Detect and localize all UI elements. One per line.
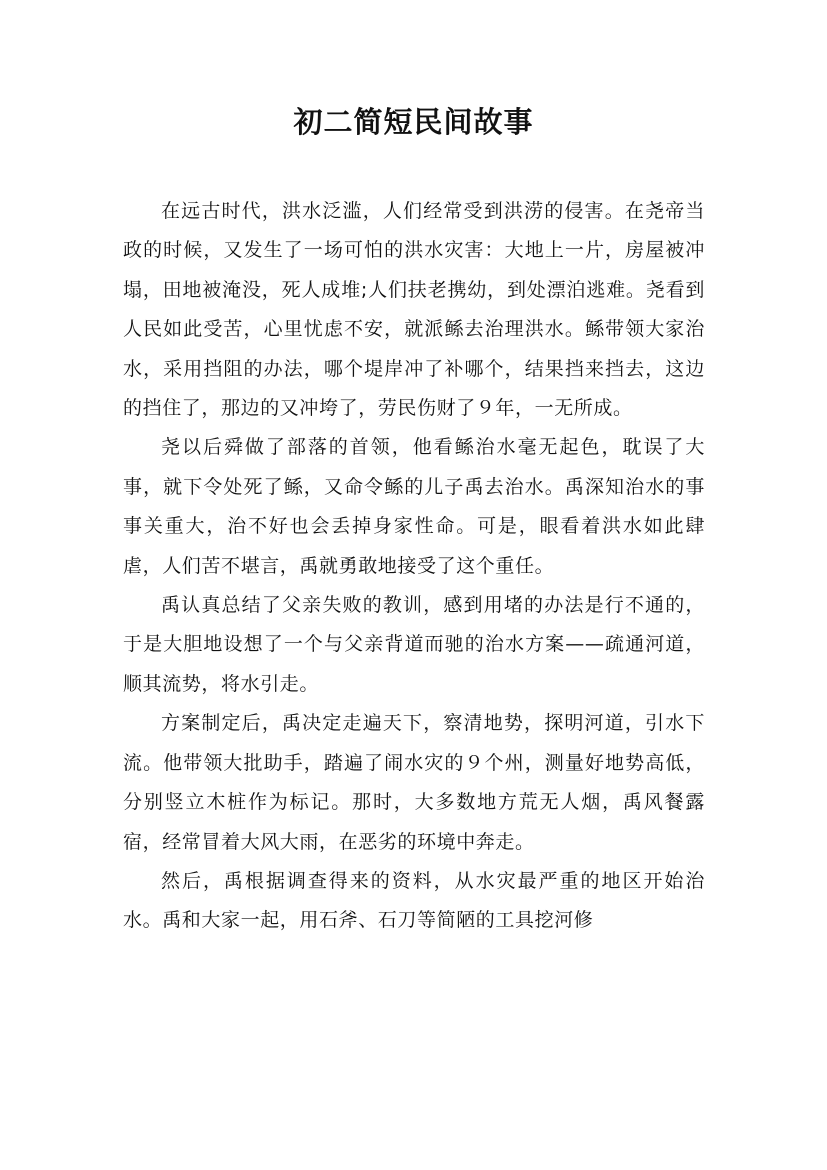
document-body (123, 192, 705, 941)
paragraph-5: 然后，禹根据调查得来的资料，从水灾最严重的地区开始治水。禹和大家一起，用石斧、石刀等简陋的工具挖河修 (123, 869, 705, 932)
document-title: 初二简短民间故事 (293, 105, 534, 139)
paragraph-1: 在远古时代，洪水泛滥，人们经常受到洪涝的侵害。在尧帝当政的时候，又发生了一场可怕的洪水灾害：大地上一片，房屋被冲塌，田地被淹没，死人成堆;人们扶老携幼，到处漂泊逃难。尧看到人民如此受苦，心里忧虑不安，就派鲧去治理洪水。鲧带领大家治水，采用挡阻的办法，哪个堤岸冲了补哪个，结果挡来挡去，这边的挡住了，那边的又冲垮了，劳民伤财了９年，一无所成。 (123, 200, 705, 420)
paragraph-2: 尧以后舜做了部落的首领，他看鲧治水毫无起色，耽误了大事，就下令处死了鲧，又命令鲧的儿子禹去治水。禹深知治水的事事关重大，治不好也会丢掉身家性命。可是，眼看着洪水如此肆虐，人们苦不堪言，禹就勇敢地接受了这个重任。 (123, 436, 705, 577)
paragraph-4: 方案制定后，禹决定走遍天下，察清地势，探明河道，引水下流。他带领大批助手，踏遍了闹水灾的９个州，测量好地势高低，分别竖立木桩作为标记。那时，大多数地方荒无人烟，禹风餐露宿，经常冒着大风大雨，在恶劣的环境中奔走。 (123, 712, 705, 853)
paragraph-3: 禹认真总结了父亲失败的教训，感到用堵的办法是行不通的，于是大胆地设想了一个与父亲背道而驰的治水方案——疏通河道，顺其流势，将水引走。 (123, 594, 705, 695)
